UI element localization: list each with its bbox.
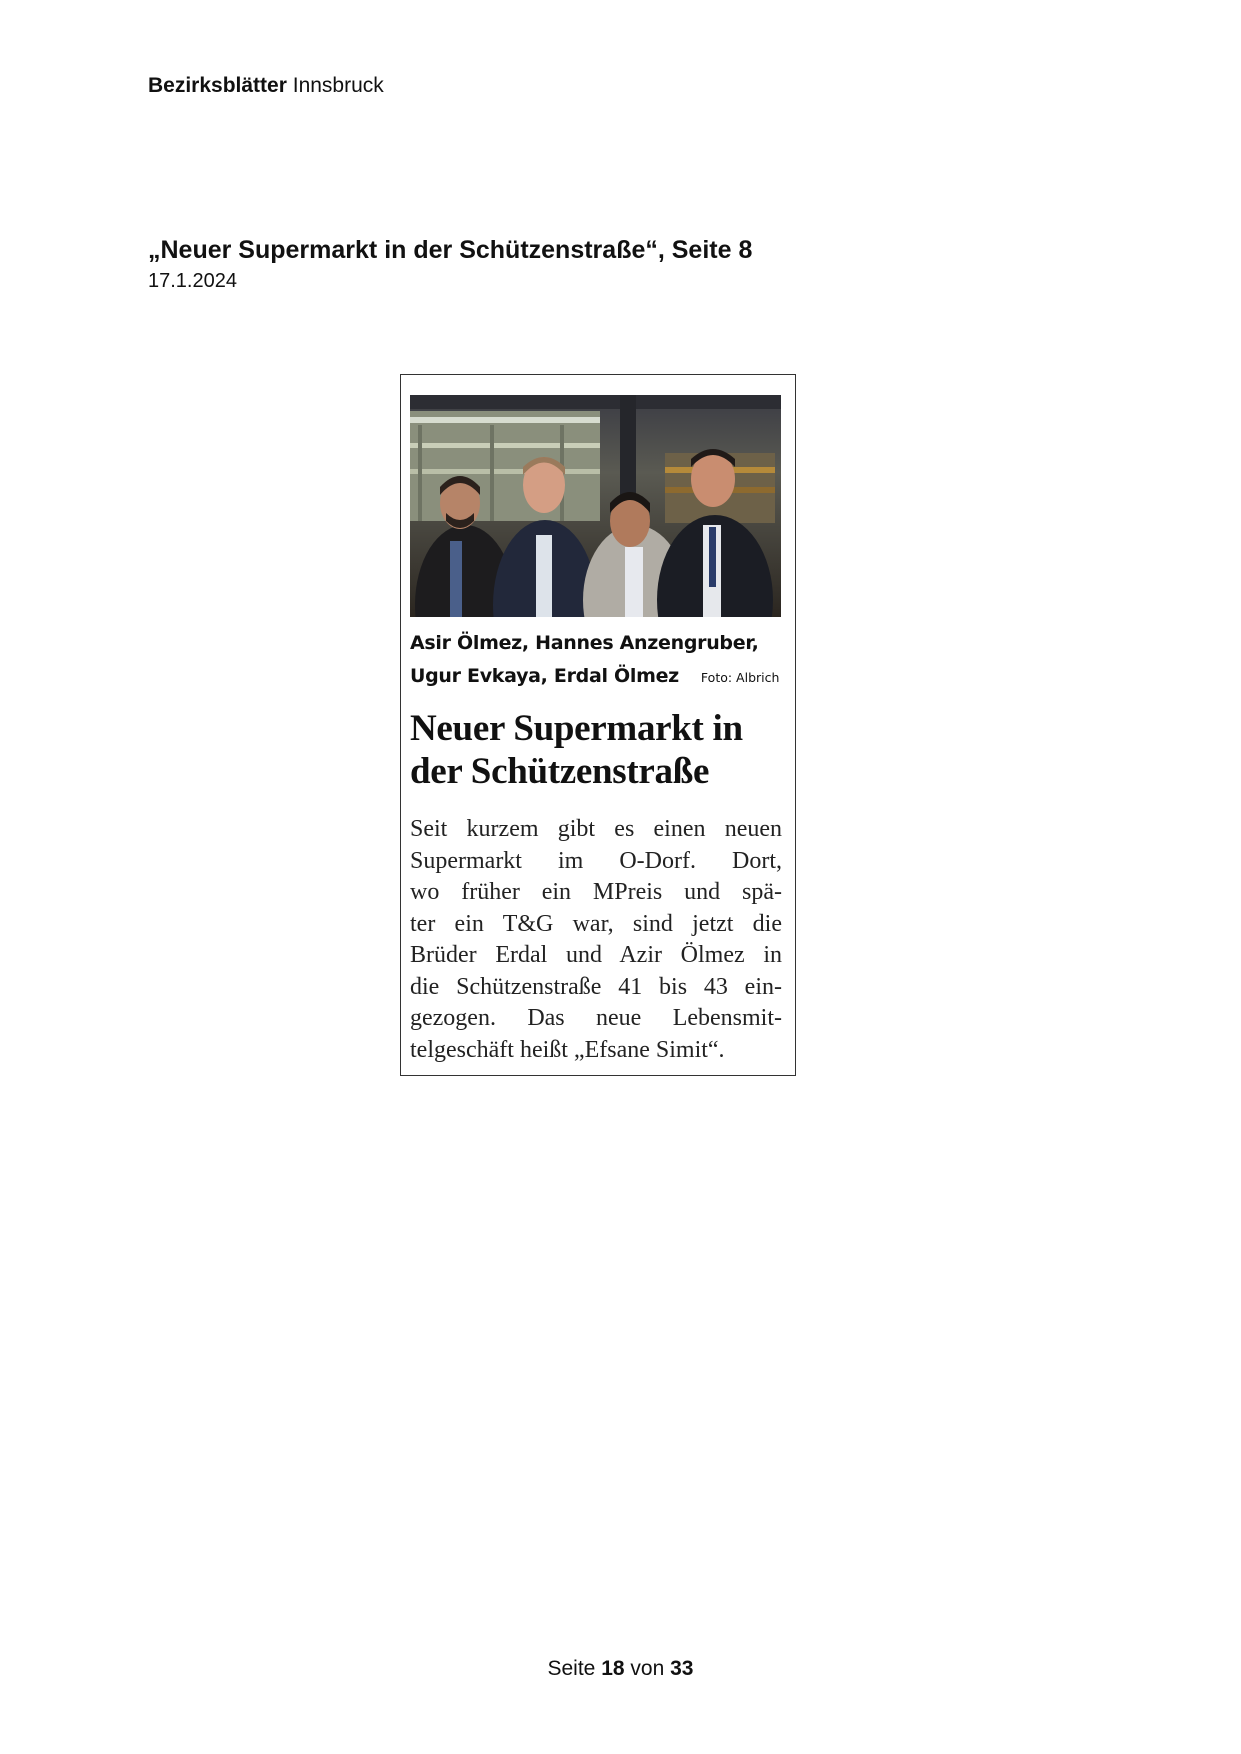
body-line: gezogen. Das neue Lebensmit-: [410, 1005, 782, 1031]
body-line: ter ein T&G war, sind jetzt die: [410, 910, 782, 937]
group-photo-image: [410, 395, 781, 617]
publication-header: [148, 74, 384, 98]
page-footer: [0, 1657, 1241, 1681]
body-line: die Schützenstraße 41 bis 43 ein-: [410, 973, 782, 1000]
headline-line: der Schützenstraße: [410, 751, 710, 792]
body-line: Brüder Erdal und Azir Ölmez in: [410, 942, 782, 968]
photo-credit: Foto: Albrich: [700, 670, 780, 685]
caption-line: Ugur Evkaya, Erdal Ölmez: [410, 665, 679, 687]
footer-middle: von: [630, 1657, 665, 1680]
caption-line: Asir Ölmez, Hannes Anzengruber,: [410, 632, 759, 654]
photo-caption: [410, 627, 782, 694]
headline-line: Neuer Supermarkt in: [410, 708, 743, 749]
body-line: telgeschäft heißt „Efsane Simit“.: [410, 1036, 725, 1063]
total-page-count: 33: [670, 1657, 694, 1680]
article-headline: [410, 707, 790, 793]
caption-line-with-credit: [410, 660, 782, 694]
newspaper-clipping: [400, 374, 796, 1076]
footer-prefix: Seite: [547, 1657, 596, 1680]
publication-region: Innsbruck: [292, 74, 384, 97]
article-body: [410, 814, 782, 1066]
article-date: 17.1.2024: [148, 270, 237, 292]
body-line: wo früher ein MPreis und spä-: [410, 879, 782, 905]
current-page-number: 18: [601, 1657, 625, 1680]
article-title: „Neuer Supermarkt in der Schützenstraße“, Seite 8: [148, 236, 753, 264]
body-line: Seit kurzem gibt es einen neuen: [410, 816, 782, 842]
article-photo: [410, 395, 781, 617]
body-line: Supermarkt im O-Dorf. Dort,: [410, 847, 782, 874]
publication-name: Bezirksblätter: [148, 74, 287, 97]
